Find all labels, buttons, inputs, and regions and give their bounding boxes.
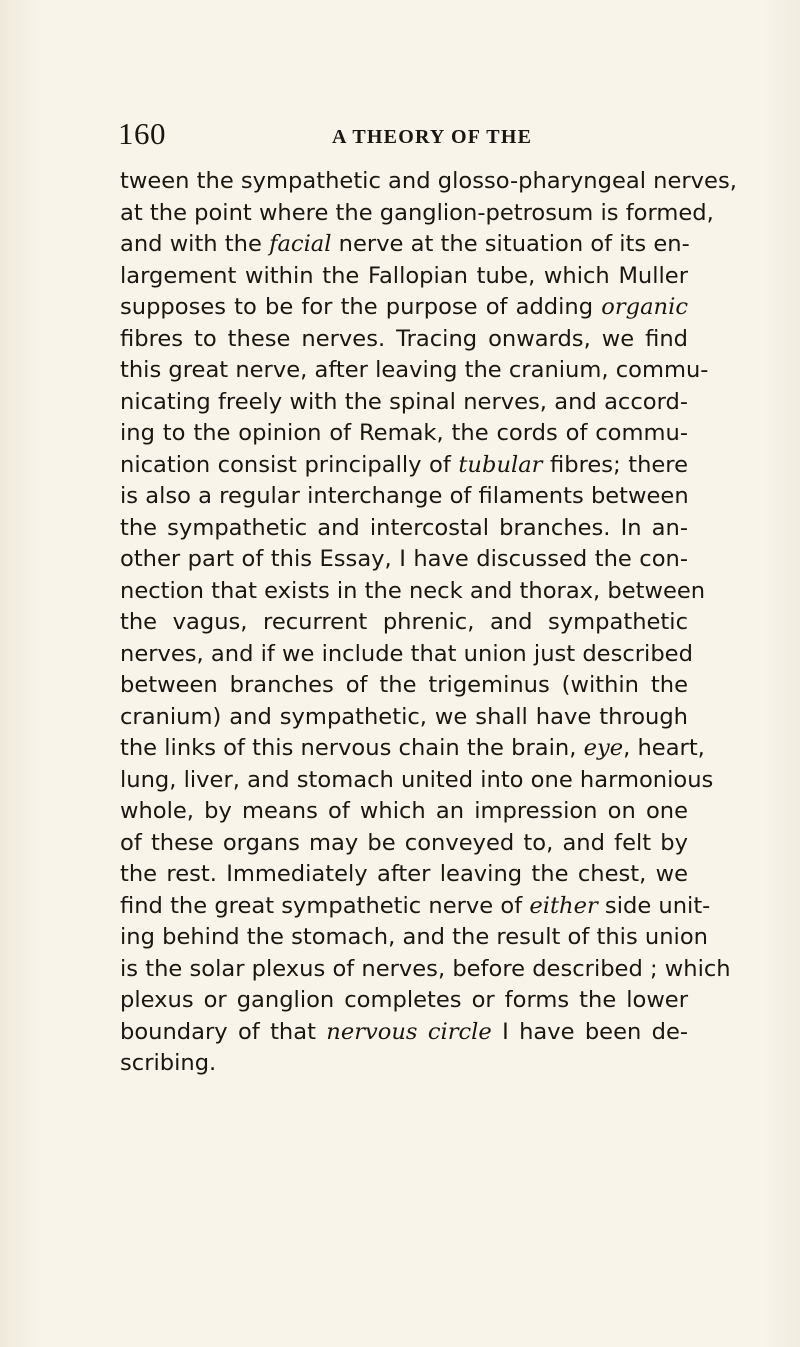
text-segment: side unit-: [597, 892, 711, 919]
text-line: [120, 576, 706, 608]
text-line: [120, 229, 688, 261]
text-line: [120, 481, 688, 513]
text-segment: plexus or ganglion completes or forms the lower: [120, 987, 688, 1013]
text-line: [120, 985, 688, 1017]
text-line: [120, 450, 688, 482]
text-segment: the vagus, recurrent phrenic, and sympathetic: [120, 609, 688, 635]
page-header: [0, 116, 800, 156]
text-segment: scribing.: [120, 1050, 217, 1076]
text-segment: ing behind the stomach, and the result of this union: [120, 924, 708, 950]
text-line: [120, 387, 688, 419]
text-segment: the links of this nervous chain the brain,: [120, 735, 584, 761]
body-paragraph: [120, 166, 737, 1080]
text-segment: tween the sympathetic and glosso-pharyngeal nerves,: [120, 168, 737, 194]
text-segment: the rest. Immediately after leaving the chest, we: [120, 861, 688, 887]
text-line: [120, 828, 688, 860]
text-segment: other part of this Essay, I have discussed the con-: [120, 546, 688, 572]
text-line: [120, 859, 688, 891]
text-segment: is the solar plexus of nerves, before described ; which: [120, 955, 731, 982]
text-line: [120, 891, 711, 923]
text-line: [120, 733, 705, 765]
text-line: [120, 639, 693, 671]
italic-text: tubular: [458, 451, 543, 478]
text-line: [120, 324, 688, 356]
text-segment: find the great sympathetic nerve of: [120, 892, 530, 919]
text-line: [120, 1048, 688, 1080]
text-segment: , heart,: [623, 735, 705, 761]
italic-text: eye: [583, 735, 624, 761]
text-line: [120, 355, 709, 387]
text-segment: is also a regular interchange of filaments between: [120, 483, 689, 509]
text-line: [120, 261, 688, 293]
text-line: [120, 544, 688, 576]
text-segment: at the point where the ganglion-petrosum is formed,: [120, 199, 714, 226]
text-segment: nicating freely with the spinal nerves, and accord-: [120, 388, 688, 415]
text-line: [120, 513, 688, 545]
text-segment: nication consist principally of: [120, 451, 459, 478]
italic-text: organic: [601, 294, 688, 320]
text-line: [120, 607, 688, 639]
text-line: [120, 166, 737, 198]
text-segment: of these organs may be conveyed to, and felt by: [120, 829, 688, 856]
text-line: [120, 702, 688, 734]
text-segment: nerves, and if we include that union just described: [120, 640, 693, 667]
italic-text: either: [529, 892, 598, 919]
text-segment: cranium) and sympathetic, we shall have through: [120, 703, 688, 730]
running-title: A THEORY OF THE: [332, 126, 533, 148]
text-segment: fibres; there: [542, 451, 688, 478]
text-segment: I have been de-: [491, 1018, 689, 1045]
text-segment: boundary of that: [120, 1018, 327, 1045]
text-line: [120, 670, 688, 702]
text-segment: fibres to these nerves. Tracing onwards, we find: [120, 325, 688, 352]
text-segment: largement within the Fallopian tube, which Muller: [120, 262, 688, 289]
text-line: [120, 954, 731, 986]
text-segment: whole, by means of which an impression on one: [120, 798, 688, 824]
text-segment: lung, liver, and stomach united into one harmonious: [120, 766, 714, 793]
text-segment: and with the: [120, 231, 270, 257]
text-segment: this great nerve, after leaving the cranium, commu-: [120, 357, 709, 383]
text-line: [120, 198, 714, 230]
text-segment: the sympathetic and intercostal branches. In an-: [120, 514, 688, 541]
text-segment: ing to the opinion of Remak, the cords of commu-: [120, 420, 688, 446]
text-segment: supposes to be for the purpose of adding: [120, 294, 602, 320]
italic-text: facial: [269, 231, 332, 257]
text-line: [120, 765, 714, 797]
text-segment: nerve at the situation of its en-: [331, 231, 690, 257]
text-line: [120, 922, 708, 954]
text-segment: nection that exists in the neck and thorax, between: [120, 577, 706, 604]
text-line: [120, 796, 688, 828]
italic-text: nervous circle: [326, 1018, 492, 1045]
text-line: [120, 418, 688, 450]
text-line: [120, 292, 688, 324]
page-number: 160: [118, 116, 166, 151]
text-segment: between branches of the trigeminus (within the: [120, 672, 688, 698]
text-line: [120, 1017, 688, 1049]
